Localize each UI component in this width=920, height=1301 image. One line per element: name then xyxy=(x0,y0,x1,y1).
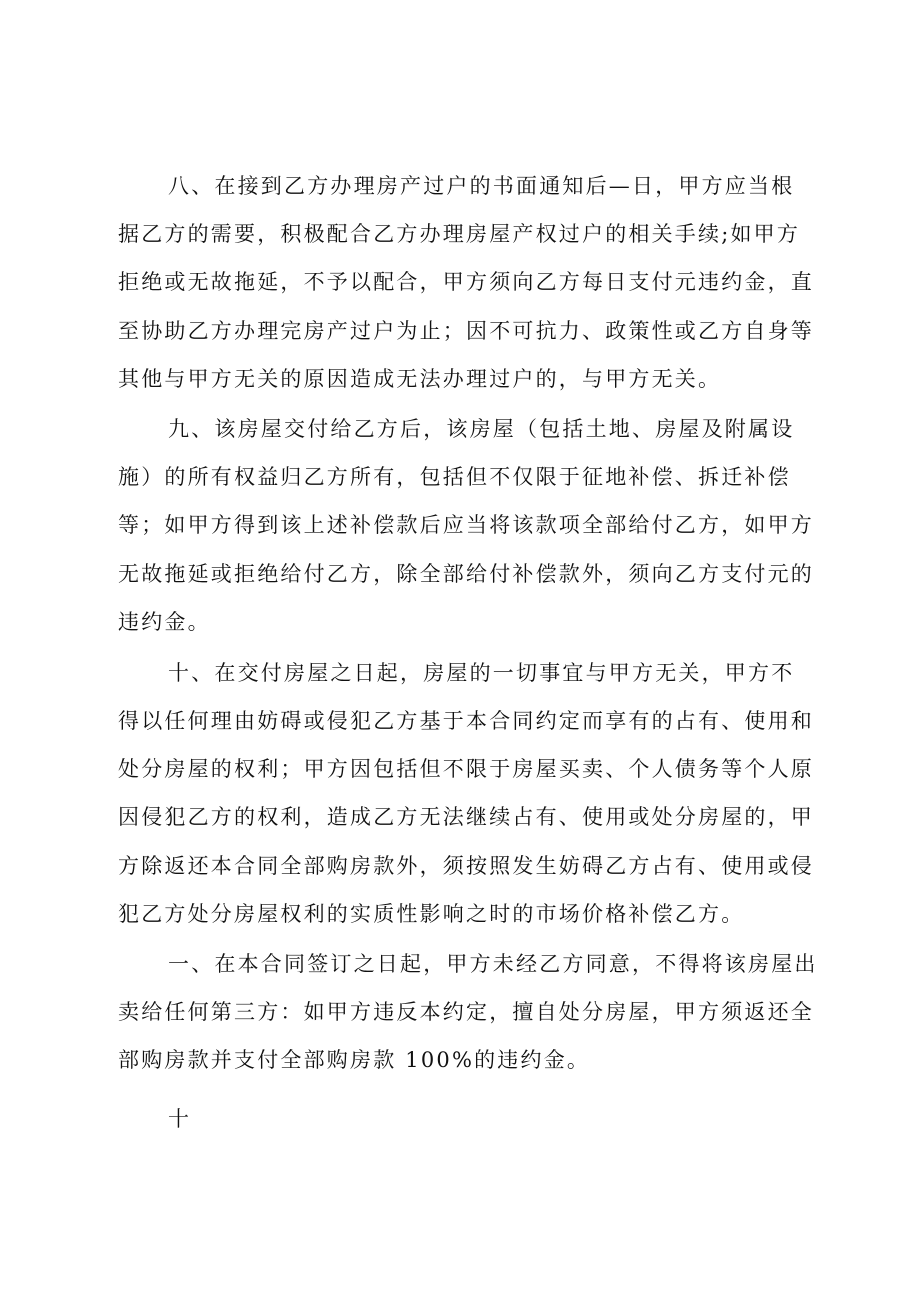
text-line: 无故拖延或拒绝给付乙方，除全部给付补偿款外，须向乙方支付元的 xyxy=(118,561,814,586)
text-line: 违约金。 xyxy=(118,609,211,634)
text-line: 处分房屋的权利；甲方因包括但不限于房屋买卖、个人债务等个人原 xyxy=(118,757,814,782)
text-line: 九、该房屋交付给乙方后，该房屋（包括土地、房屋及附属设 xyxy=(168,416,795,441)
text-line: 十、在交付房屋之日起，房屋的一切事宜与甲方无关，甲方不 xyxy=(168,660,795,685)
paragraph-clause-11 xyxy=(118,940,818,1085)
paragraph-clause-9 xyxy=(118,405,818,646)
text-line: 等；如甲方得到该上述补偿款后应当将该款项全部给付乙方，如甲方 xyxy=(118,513,814,538)
text-line: 十 xyxy=(168,1106,192,1131)
paragraph-clause-12-start xyxy=(118,1095,818,1143)
text-line: 卖给任何第三方：如甲方违反本约定，擅自处分房屋，甲方须返还全 xyxy=(118,1000,814,1025)
document-body xyxy=(118,162,818,1144)
paragraph-clause-10 xyxy=(118,649,818,938)
text-line: 犯乙方处分房屋权利的实质性影响之时的市场价格补偿乙方。 xyxy=(118,901,745,926)
paragraph-clause-8 xyxy=(118,162,818,403)
text-line: 因侵犯乙方的权利，造成乙方无法继续占有、使用或处分房屋的，甲 xyxy=(118,805,814,830)
text-line: 拒绝或无故拖延，不予以配合，甲方须向乙方每日支付元违约金，直 xyxy=(118,270,814,295)
text-line: 至协助乙方办理完房产过户为止；因不可抗力、政策性或乙方自身等 xyxy=(118,318,814,343)
text-line: 一、在本合同签订之日起，甲方未经乙方同意，不得将该房屋出 xyxy=(168,952,818,976)
text-line: 方除返还本合同全部购房款外，须按照发生妨碍乙方占有、使用或侵 xyxy=(118,853,814,878)
text-line: 部购房款并支付全部购房款 100%的违约金。 xyxy=(118,1048,591,1073)
text-line: 其他与甲方无关的原因造成无法办理过户的，与甲方无关。 xyxy=(118,366,722,391)
text-line: 八、在接到乙方办理房产过户的书面通知后—日，甲方应当根 xyxy=(168,174,795,198)
text-line: 得以任何理由妨碍或侵犯乙方基于本合同约定而享有的占有、使用和 xyxy=(118,709,814,734)
text-line: 据乙方的需要，积极配合乙方办理房屋产权过户的相关手续;如甲方 xyxy=(118,222,801,247)
text-line: 施）的所有权益归乙方所有，包括但不仅限于征地补偿、拆迁补偿 xyxy=(118,465,791,490)
